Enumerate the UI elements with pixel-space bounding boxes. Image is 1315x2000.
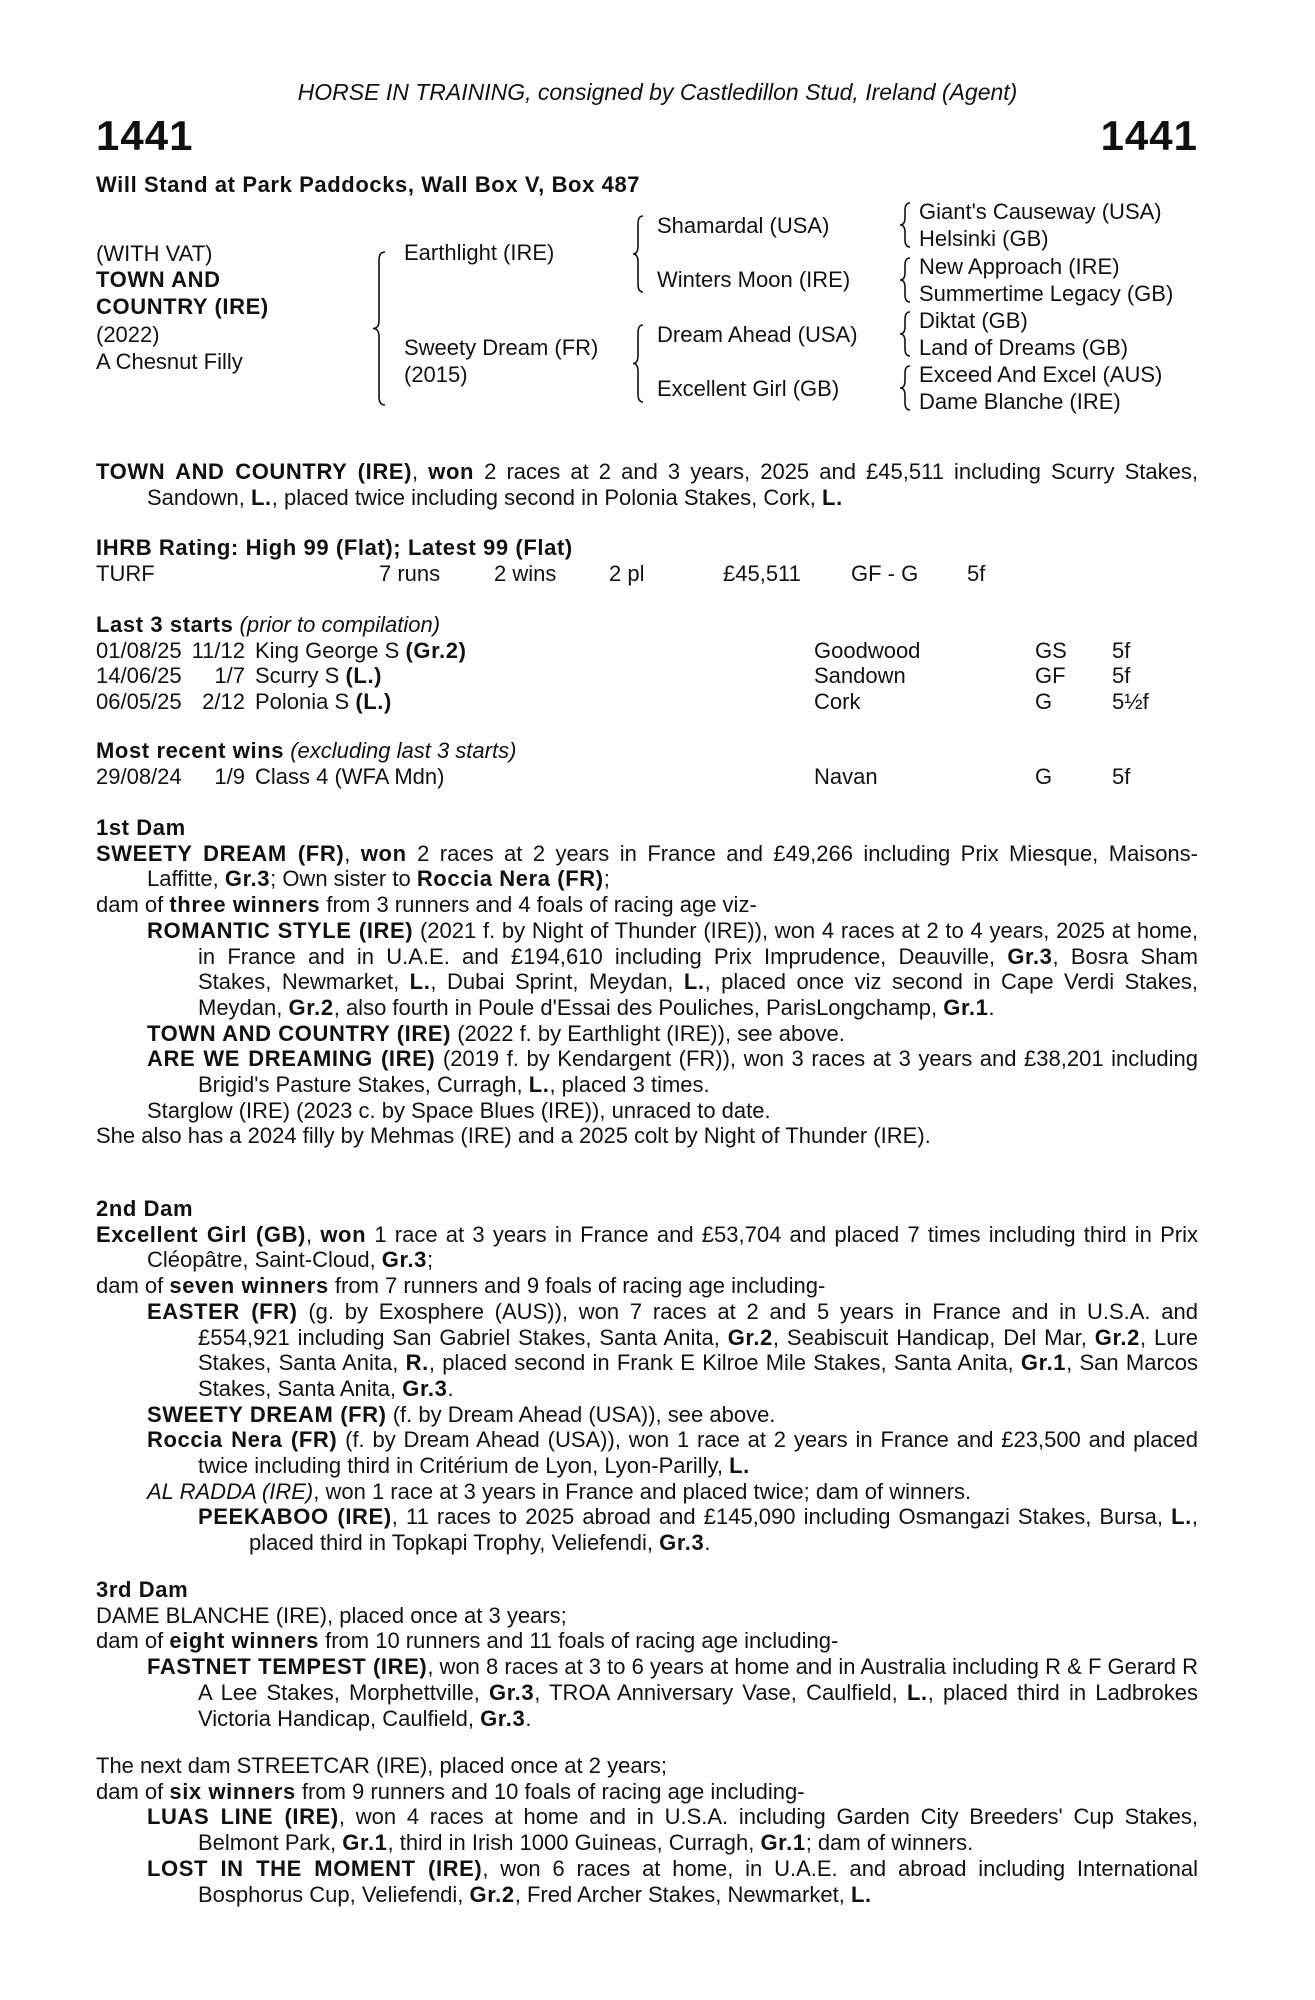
section-heading: 2nd Dam <box>96 1196 194 1221</box>
race-date: 01/08/25 <box>96 637 182 663</box>
race-going: GS <box>1035 637 1067 663</box>
first-dam-section <box>96 815 1198 1149</box>
gg-ancestor: Exceed And Excel (AUS) <box>919 362 1163 387</box>
rating-section <box>96 535 1198 586</box>
race-grade: (L.) <box>355 689 392 715</box>
last-starts-heading: Last 3 starts <box>96 612 234 637</box>
stand-location: Will Stand at Park Paddocks, Wall Box V, Box 487 <box>96 172 641 197</box>
dam-dam: Excellent Girl (GB) <box>657 376 840 401</box>
gg-ancestor: Giant's Causeway (USA) <box>919 199 1162 224</box>
wins: 2 wins <box>494 560 557 586</box>
prize-money: £45,511 <box>723 560 801 586</box>
italic-text: AL RADDA (IRE) <box>147 1478 314 1504</box>
bold-text: Gr.1 <box>760 1830 806 1856</box>
bold-text: Gr.2 <box>727 1324 773 1350</box>
text: . <box>988 994 995 1020</box>
text: 2 races at 2 years in France and £49,266 including Prix Miesque, Maisons-Laffitte, <box>147 840 1198 892</box>
race-course: Goodwood <box>814 637 921 663</box>
race-dist: 5½f <box>1112 689 1149 715</box>
bold-text: Gr.2 <box>469 1881 515 1907</box>
bold-text: won <box>360 840 407 866</box>
dam: Sweety Dream (FR) <box>404 335 599 360</box>
text: , won 4 races at home and in U.S.A. including Garden City Breeders' Cup Stakes, Belmont Park, <box>198 1804 1198 1856</box>
dam-year: (2015) <box>404 362 468 387</box>
text: , <box>306 1221 321 1247</box>
pedigree-paragraph <box>96 892 1198 918</box>
next-dam-section <box>96 1753 1198 1907</box>
third-dam-section <box>96 1577 1198 1731</box>
text: , TROA Anniversary Vase, Caulfield, <box>534 1679 907 1705</box>
bold-text: Gr.3 <box>480 1705 526 1731</box>
race-going: G <box>1035 763 1053 789</box>
bold-text: Gr.2 <box>288 994 334 1020</box>
bold-text: FASTNET TEMPEST (IRE) <box>147 1654 428 1680</box>
runs: 7 runs <box>379 560 441 586</box>
pedigree-paragraph <box>96 1753 1198 1779</box>
lot-number-right: 1441 <box>1100 112 1198 159</box>
pedigree-paragraph <box>96 1021 1198 1047</box>
bold-text: Excellent Girl (GB) <box>96 1221 306 1247</box>
dam-sire: Dream Ahead (USA) <box>657 322 858 347</box>
text: . <box>525 1705 532 1731</box>
pedigree-paragraph <box>96 1779 1198 1805</box>
pedigree-paragraph <box>96 1504 1198 1555</box>
race-going: GF <box>1035 663 1066 689</box>
bold-text: Gr.3 <box>224 866 271 892</box>
brace-icon <box>373 252 385 405</box>
pedigree-braces <box>0 0 1315 440</box>
text: dam of <box>96 892 170 918</box>
text: , also fourth in Poule d'Essai des Pouliches, ParisLongchamp, <box>333 994 944 1020</box>
text: , Fred Archer Stakes, Newmarket, <box>514 1881 851 1907</box>
text: ; Own sister to <box>270 866 417 892</box>
horse-description: A Chesnut Filly <box>96 349 243 374</box>
horse-name-line2: COUNTRY (IRE) <box>96 294 269 319</box>
gg-ancestor: Summertime Legacy (GB) <box>919 281 1174 306</box>
pedigree-paragraph <box>96 1427 1198 1478</box>
race-date: 14/06/25 <box>96 663 182 689</box>
bold-text: LOST IN THE MOMENT (IRE) <box>147 1855 483 1881</box>
text: (2021 f. by Night of Thunder (IRE)), won 4 races at 2 to 4 years, 2025 at home, in France and in U.A.E. and £194,610 including Prix Imprudence, Deauville, <box>198 917 1198 969</box>
surface: TURF <box>96 560 155 586</box>
text: from 3 runners and 4 foals of racing age viz- <box>320 892 757 918</box>
text: , Seabiscuit Handicap, Del Mar, <box>772 1324 1095 1350</box>
brace-icon <box>633 216 643 292</box>
text: She also has a 2024 filly by Mehmas (IRE) and a 2025 colt by Night of Thunder (IRE). <box>96 1123 931 1149</box>
text: , Lure Stakes, Santa Anita, <box>198 1324 1198 1376</box>
bold-text: SWEETY DREAM (FR) <box>147 1401 387 1427</box>
bold-text: SWEETY DREAM (FR) <box>96 840 345 866</box>
race-name-cell <box>255 689 392 715</box>
bold-text: L. <box>822 484 843 510</box>
pedigree-paragraph <box>96 1222 1198 1273</box>
race-name-cell <box>255 764 444 790</box>
sire-sire: Shamardal (USA) <box>657 213 830 238</box>
text: , won 1 race at 3 years in France and placed twice; dam of winners. <box>313 1478 972 1504</box>
going-range: GF - G <box>851 560 919 586</box>
pedigree-paragraph <box>96 841 1198 892</box>
pedigree-paragraph <box>96 1098 1198 1124</box>
sire-dam: Winters Moon (IRE) <box>657 267 851 292</box>
text: from 7 runners and 9 foals of racing age including- <box>328 1273 826 1299</box>
horse-name-line1: TOWN AND <box>96 267 221 292</box>
pedigree-paragraph <box>96 1123 1198 1149</box>
bold-text: won <box>428 459 475 484</box>
race-course: Navan <box>814 763 878 789</box>
text: . <box>704 1530 711 1556</box>
pedigree-paragraph <box>96 1299 1198 1402</box>
bold-text: Gr.3 <box>659 1530 705 1556</box>
text: ; dam of winners. <box>805 1830 974 1856</box>
recent-wins-section <box>96 738 1198 789</box>
bold-text: Gr.1 <box>1020 1350 1067 1376</box>
lot-number-left: 1441 <box>96 112 194 159</box>
race-row <box>96 638 1198 664</box>
bold-text: eight winners <box>169 1628 319 1654</box>
second-dam-section <box>96 1196 1198 1556</box>
pedigree-paragraph <box>96 1628 1198 1654</box>
bold-text: six winners <box>169 1778 296 1804</box>
race-row <box>96 764 1198 790</box>
text: from 9 runners and 10 foals of racing age including- <box>295 1778 805 1804</box>
text: (g. by Exosphere (AUS)), won 7 races at 2 and 5 years in France and in U.S.A. and £554,921 including San Gabriel Stakes, Santa Anita, <box>198 1298 1198 1350</box>
bold-text: L. <box>1171 1504 1192 1530</box>
bold-text: L. <box>409 969 431 995</box>
bold-text: L. <box>683 969 705 995</box>
race-date: 06/05/25 <box>96 689 182 715</box>
bold-text: ROMANTIC STYLE (IRE) <box>147 917 414 943</box>
sire: Earthlight (IRE) <box>404 240 555 265</box>
bold-text: LUAS LINE (IRE) <box>147 1804 339 1830</box>
text: (f. by Dream Ahead (USA)), see above. <box>386 1401 776 1427</box>
race-name-cell <box>255 663 382 689</box>
race-date: 29/08/24 <box>96 763 182 789</box>
race-pos: 2/12 <box>202 689 245 715</box>
pedigree-paragraph <box>96 1273 1198 1299</box>
text: , placed once viz second in Cape Verdi Stakes, Meydan, <box>198 969 1198 1020</box>
text: , placed third in Ladbrokes Victoria Handicap, Caulfield, <box>198 1679 1198 1731</box>
bold-text: TOWN AND COUNTRY (IRE) <box>96 459 413 484</box>
bold-text: L. <box>729 1453 750 1479</box>
gg-ancestor: New Approach (IRE) <box>919 254 1120 279</box>
text: , San Marcos Stakes, Santa Anita, <box>198 1350 1199 1401</box>
text: The next dam STREETCAR (IRE), placed once at 2 years; <box>96 1753 668 1778</box>
turf-record-row <box>96 561 1198 587</box>
race-name-cell <box>255 638 467 664</box>
bold-text: Gr.3 <box>402 1375 448 1401</box>
text: dam of <box>96 1628 170 1654</box>
race-going: G <box>1035 689 1053 715</box>
pedigree-paragraph <box>96 1402 1198 1428</box>
race-dist: 5f <box>1112 763 1131 789</box>
pedigree-paragraph <box>96 1046 1198 1097</box>
race-name: King George S <box>255 637 400 663</box>
text: , third in Irish 1000 Guineas, Curragh, <box>387 1830 761 1856</box>
text: , won 8 races at 3 to 6 years at home and in Australia including R & F Gerard R A Lee Stakes, Morphettville, <box>198 1654 1198 1705</box>
gg-ancestor: Land of Dreams (GB) <box>919 335 1129 360</box>
text: DAME BLANCHE (IRE), placed once at 3 years; <box>96 1602 567 1628</box>
pedigree-paragraph <box>96 1479 1198 1505</box>
race-record-summary <box>96 459 1198 510</box>
recent-wins-heading: Most recent wins <box>96 738 285 763</box>
pedigree-paragraph <box>96 1804 1198 1855</box>
recent-wins-note: (excluding last 3 starts) <box>290 738 517 763</box>
text: dam of <box>96 1778 170 1804</box>
bold-text: L. <box>906 1679 928 1705</box>
consignment-line: HORSE IN TRAINING, consigned by Castledillon Stud, Ireland (Agent) <box>297 79 1018 105</box>
text: from 10 runners and 11 foals of racing age including- <box>318 1628 839 1654</box>
bold-text: Gr.1 <box>943 994 989 1020</box>
bold-text: Gr.1 <box>342 1830 388 1856</box>
text: . <box>447 1375 454 1401</box>
placed: 2 pl <box>609 560 645 586</box>
race-name: Class 4 (WFA Mdn) <box>255 763 445 789</box>
section-heading: 3rd Dam <box>96 1577 189 1602</box>
pedigree-paragraph <box>96 1603 1198 1629</box>
text: , <box>412 459 429 484</box>
bold-text: PEEKABOO (IRE) <box>198 1504 392 1530</box>
text: ; <box>603 866 610 892</box>
text: dam of <box>96 1273 170 1299</box>
bold-text: Gr.3 <box>381 1247 428 1273</box>
pedigree-paragraph <box>96 1856 1198 1907</box>
race-grade: (L.) <box>345 663 383 689</box>
brace-icon <box>633 325 643 402</box>
foaling-year: (2022) <box>96 322 160 347</box>
text: ; <box>427 1247 434 1273</box>
text: , 11 races to 2025 abroad and £145,090 including Osmangazi Stakes, Bursa, <box>391 1504 1172 1530</box>
brace-icon <box>900 312 910 356</box>
vat-note: (WITH VAT) <box>96 241 213 266</box>
text: , Bosra Sham Stakes, Newmarket, <box>198 943 1198 995</box>
race-name: Polonia S <box>255 689 350 715</box>
text: (f. by Dream Ahead (USA)), won 1 race at 2 years in France and £23,500 and placed twice including third in Critérium de Lyon, Lyon-Parilly, <box>198 1427 1198 1479</box>
brace-icon <box>900 203 910 247</box>
gg-ancestor: Helsinki (GB) <box>919 226 1049 251</box>
bold-text: L. <box>250 484 272 510</box>
race-row <box>96 689 1198 715</box>
bold-text: EASTER (FR) <box>147 1298 298 1324</box>
race-pos: 1/7 <box>214 663 245 689</box>
text: , Dubai Sprint, Meydan, <box>430 969 684 995</box>
pedigree-paragraph <box>96 459 1198 510</box>
text: , won 6 races at home, in U.A.E. and abroad including International Bosphorus Cup, Veliefendi, <box>198 1855 1198 1907</box>
section-heading: 1st Dam <box>96 815 186 840</box>
distance: 5f <box>967 560 986 586</box>
race-dist: 5f <box>1112 637 1131 663</box>
text: Starglow (IRE) (2023 c. by Space Blues (IRE)), unraced to date. <box>147 1097 771 1123</box>
pedigree-paragraph <box>96 918 1198 1021</box>
bold-text: ARE WE DREAMING (IRE) <box>147 1046 436 1072</box>
pedigree-paragraph <box>96 1654 1198 1731</box>
brace-icon <box>900 366 910 410</box>
brace-icon <box>900 258 910 302</box>
race-name: Scurry S <box>255 663 340 689</box>
last-starts-note: (prior to compilation) <box>239 612 441 637</box>
race-course: Cork <box>814 689 861 715</box>
gg-ancestor: Diktat (GB) <box>919 308 1028 333</box>
text: , placed third in Topkapi Trophy, Veliefendi, <box>249 1504 1198 1556</box>
bold-text: L. <box>528 1072 550 1098</box>
bold-text: Gr.3 <box>1007 943 1053 969</box>
bold-text: L. <box>850 1881 872 1907</box>
text: , placed second in Frank E Kilroe Mile Stakes, Santa Anita, <box>428 1350 1021 1376</box>
bold-text: R. <box>405 1350 429 1376</box>
text: , <box>344 840 361 866</box>
bold-text: seven winners <box>169 1273 329 1299</box>
bold-text: three winners <box>169 892 321 918</box>
bold-text: Roccia Nera (FR) <box>147 1427 338 1453</box>
race-row <box>96 663 1198 689</box>
race-pos: 1/9 <box>214 763 245 789</box>
race-pos: 11/12 <box>191 637 245 663</box>
gg-ancestor: Dame Blanche (IRE) <box>919 389 1121 414</box>
bold-text: Roccia Nera (FR) <box>416 866 604 892</box>
bold-text: Gr.3 <box>489 1679 535 1705</box>
bold-text: Gr.2 <box>1094 1324 1140 1350</box>
text: , placed twice including second in Polonia Stakes, Cork, <box>271 484 823 510</box>
text: , placed 3 times. <box>549 1072 710 1098</box>
text: 2 races at 2 and 3 years, 2025 and £45,511 including Scurry Stakes, Sandown, <box>147 459 1198 510</box>
bold-text: won <box>320 1221 367 1247</box>
text: (2022 f. by Earthlight (IRE)), see above. <box>451 1020 845 1046</box>
bold-text: TOWN AND COUNTRY (IRE) <box>147 1020 452 1046</box>
text: (2019 f. by Kendargent (FR)), won 3 races at 3 years and £38,201 including Brigid's Pasture Stakes, Curragh, <box>198 1046 1198 1098</box>
race-course: Sandown <box>814 663 906 689</box>
race-grade: (Gr.2) <box>405 637 467 663</box>
last-starts-section <box>96 612 1198 715</box>
rating-heading: IHRB Rating: High 99 (Flat); Latest 99 (Flat) <box>96 535 573 560</box>
race-dist: 5f <box>1112 663 1131 689</box>
text: 1 race at 3 years in France and £53,704 and placed 7 times including third in Prix Cléopâtre, Saint-Cloud, <box>147 1221 1199 1273</box>
